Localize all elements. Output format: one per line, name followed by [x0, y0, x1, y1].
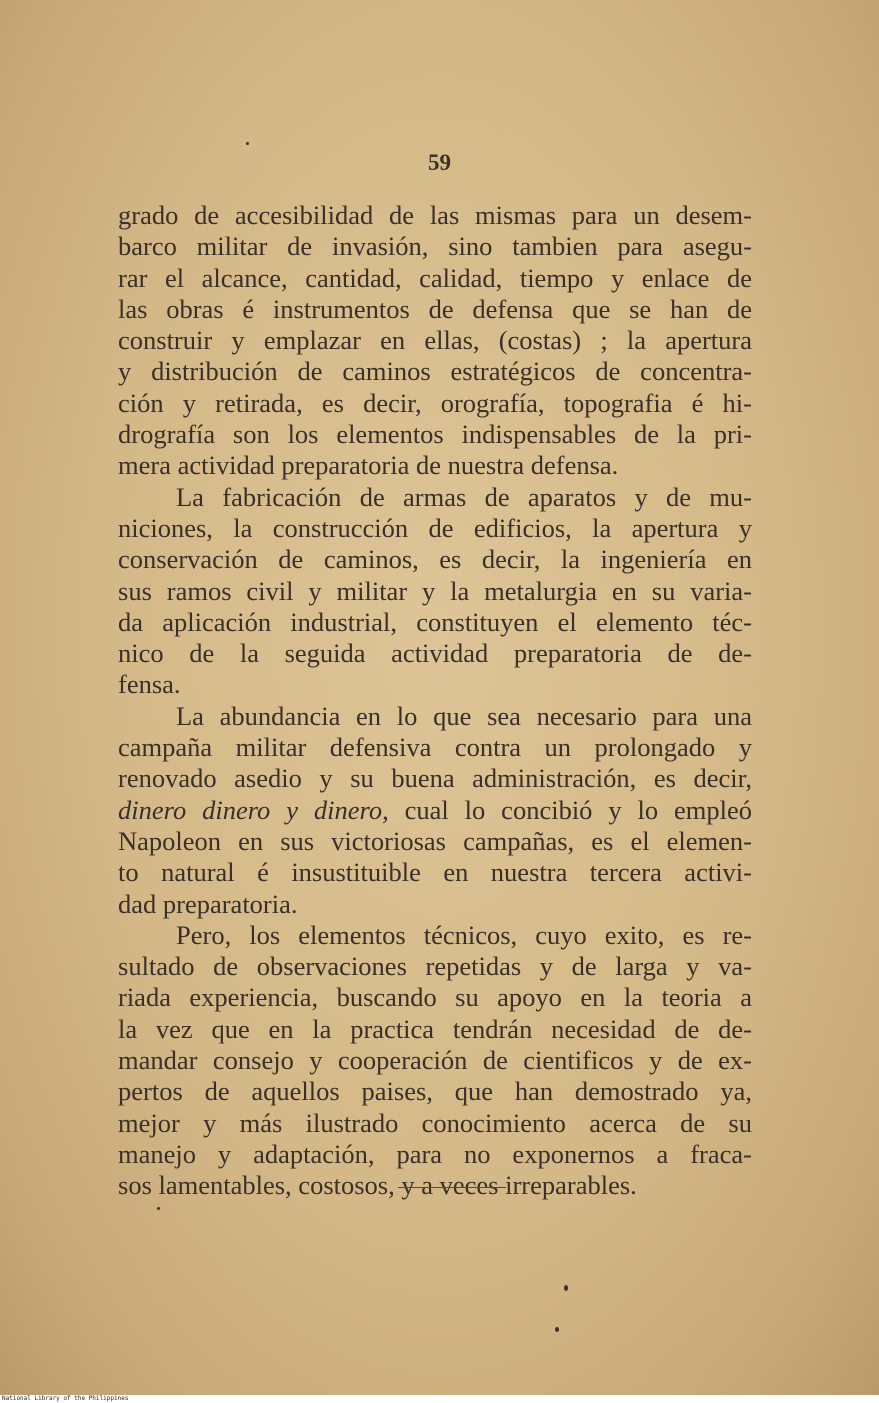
text-line: grado de accesibilidad de las mismas para un desem-: [118, 200, 752, 230]
text-line: manejo y adaptación, para no exponernos a fraca-: [118, 1138, 752, 1169]
text-line: mejor y más ilustrado conocimiento acerca de su: [118, 1107, 752, 1138]
text-line: barco militar de invasión, sino tambien para asegu-: [118, 231, 752, 262]
text-line: riada experiencia, buscando su apoyo en la teoria a: [118, 982, 752, 1013]
page-number: 59: [428, 150, 451, 175]
text-line: campaña militar defensiva contra un prolongado y: [118, 732, 752, 763]
text-line: sos lamentables, costosos, y a veces irreparables.: [118, 1170, 637, 1201]
text-line: mera actividad preparatoria de nuestra defensa.: [118, 450, 619, 481]
text-line: fensa.: [118, 669, 181, 700]
text-line: mandar consejo y cooperación de cientificos y de ex-: [118, 1045, 752, 1076]
text-line: sus ramos civil y militar y la metalurgia en su varia-: [118, 575, 752, 606]
footer-strip: [0, 1395, 879, 1403]
ink-speck: [246, 142, 249, 145]
text-line: niciones, la construcción de edificios, la apertura y: [118, 512, 752, 543]
text-line: dad preparatoria.: [118, 888, 298, 919]
text-line: Pero, los elementos técnicos, cuyo exito, es re-: [176, 919, 752, 950]
text-line: La fabricación de armas de aparatos y de mu-: [176, 481, 752, 512]
text-line: Napoleon en sus victoriosas campañas, es el elemen-: [118, 825, 752, 856]
text-line: pertos de aquellos paises, que han demostrado ya,: [118, 1076, 752, 1107]
body-text: [118, 200, 752, 1202]
text-line: La abundancia en lo que sea necesario para una: [176, 700, 752, 731]
text-line: conservación de caminos, es decir, la ingeniería en: [118, 544, 752, 575]
library-footer: National Library of the Philippines: [2, 1395, 129, 1402]
text-line: y distribución de caminos estratégicos de concentra-: [118, 356, 752, 387]
text-line-mixed: [118, 795, 752, 826]
text-line: drografía son los elementos indispensables de la pri-: [118, 419, 752, 450]
text-line: la vez que en la practica tendrán necesidad de de-: [118, 1013, 752, 1044]
text-line: renovado asedio y su buena administración, es decir,: [118, 763, 752, 794]
text-line: sultado de observaciones repetidas y de larga y va-: [118, 951, 752, 982]
text-line: rar el alcance, cantidad, calidad, tiempo y enlace de: [118, 262, 752, 293]
ink-speck: [564, 1285, 568, 1291]
text-line-rest: cual lo concibió y lo empleó: [404, 794, 752, 825]
text-line: to natural é insustituible en nuestra tercera activi-: [118, 857, 752, 888]
text-line: construir y emplazar en ellas, (costas) ; la apertura: [118, 325, 752, 356]
text-line: nico de la seguida actividad preparatoria de de-: [118, 638, 752, 669]
text-line: ción y retirada, es decir, orografía, topografia é hi-: [118, 387, 752, 418]
ink-speck: [555, 1327, 559, 1332]
text-line: da aplicación industrial, constituyen el elemento téc-: [118, 606, 752, 637]
text-line: las obras é instrumentos de defensa que se han de: [118, 293, 752, 324]
italic-phrase: dinero dinero y dinero,: [118, 794, 389, 825]
end-rule: [398, 1187, 506, 1188]
ink-speck: [157, 1207, 160, 1210]
